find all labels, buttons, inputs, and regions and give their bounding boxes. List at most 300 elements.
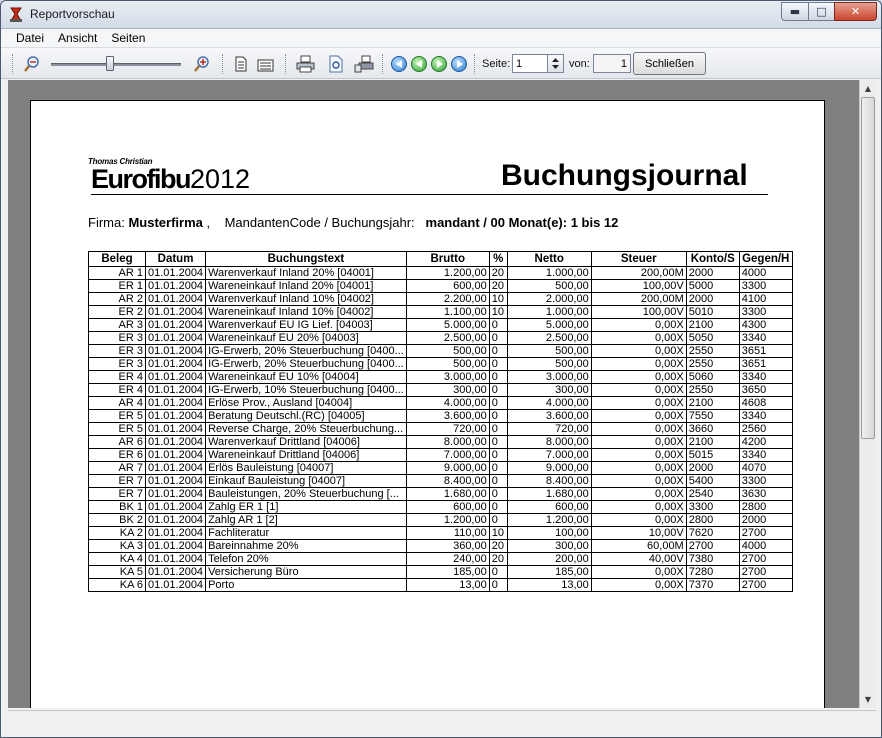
cell-brutto: 3.600,00 [406, 410, 489, 423]
cell-brutto: 500,00 [406, 345, 489, 358]
cell-netto: 4.000,00 [507, 397, 591, 410]
cell-datum: 01.01.2004 [146, 566, 206, 579]
app-icon [8, 6, 24, 23]
cell-steuer: 200,00M [591, 293, 686, 306]
brand-author: Thomas Christian [88, 157, 153, 166]
cell-buchungstext: Telefon 20% [206, 553, 407, 566]
cell-netto: 500,00 [507, 345, 591, 358]
cell-gegen: 3340 [739, 371, 792, 384]
cell-buchungstext: Erlös Bauleistung [04007] [206, 462, 407, 475]
print-button[interactable] [295, 54, 317, 74]
cell-datum: 01.01.2004 [146, 280, 206, 293]
cell-gegen: 4070 [739, 462, 792, 475]
cell-percent: 10 [489, 527, 507, 540]
cell-steuer: 0,00X [591, 332, 686, 345]
first-page-button[interactable] [389, 54, 409, 74]
cell-konto: 5010 [686, 306, 739, 319]
cell-brutto: 1.200,00 [406, 514, 489, 527]
cell-datum: 01.01.2004 [146, 332, 206, 345]
menu-datei[interactable]: Datei [16, 31, 45, 45]
col-header-netto: Netto [507, 252, 591, 267]
zoom-out-icon [23, 55, 41, 73]
cell-gegen: 4000 [739, 540, 792, 553]
table-row [89, 579, 793, 592]
cell-konto: 2550 [686, 384, 739, 397]
cell-beleg: KA 3 [89, 540, 146, 553]
page-number-input[interactable] [512, 54, 548, 73]
cell-netto: 8.400,00 [507, 475, 591, 488]
cell-datum: 01.01.2004 [146, 306, 206, 319]
toolbar-grip[interactable] [12, 54, 15, 74]
col-header-steuer: Steuer [591, 252, 686, 267]
cell-gegen: 4608 [739, 397, 792, 410]
report-title: Buchungsjournal [501, 159, 748, 192]
cell-steuer: 0,00X [591, 436, 686, 449]
cell-steuer: 200,00M [591, 267, 686, 280]
document-search-icon [328, 55, 344, 73]
menu-bar [1, 29, 881, 48]
cell-percent: 20 [489, 553, 507, 566]
cell-beleg: ER 3 [89, 345, 146, 358]
page-count-field [593, 54, 631, 73]
col-header-datum: Datum [146, 252, 206, 267]
cell-steuer: 100,00V [591, 306, 686, 319]
cell-buchungstext: Zahlg ER 1 [1] [206, 501, 407, 514]
cell-datum: 01.01.2004 [146, 462, 206, 475]
table-row [89, 306, 793, 319]
col-header-konto: Konto/S [686, 252, 739, 267]
cell-datum: 01.01.2004 [146, 579, 206, 592]
cell-gegen: 4000 [739, 267, 792, 280]
cell-netto: 500,00 [507, 358, 591, 371]
cell-percent: 0 [489, 319, 507, 332]
cell-netto: 1.200,00 [507, 514, 591, 527]
toolbar-separator [285, 54, 288, 74]
cell-percent: 20 [489, 540, 507, 553]
cell-brutto: 5.000,00 [406, 319, 489, 332]
cell-buchungstext: Porto [206, 579, 407, 592]
cell-datum: 01.01.2004 [146, 293, 206, 306]
page-number-spinner[interactable] [547, 54, 564, 73]
cell-konto: 2540 [686, 488, 739, 501]
schliessen-button[interactable]: Schließen [633, 52, 706, 75]
table-row [89, 514, 793, 527]
cell-steuer: 0,00X [591, 488, 686, 501]
cell-brutto: 600,00 [406, 501, 489, 514]
prev-page-button[interactable] [409, 54, 429, 74]
cell-steuer: 0,00X [591, 358, 686, 371]
cell-beleg: KA 5 [89, 566, 146, 579]
print-setup-button[interactable] [353, 54, 375, 74]
cell-buchungstext: Wareneinkauf Inland 10% [04002] [206, 306, 407, 319]
cell-brutto: 8.400,00 [406, 475, 489, 488]
cell-datum: 01.01.2004 [146, 475, 206, 488]
cell-datum: 01.01.2004 [146, 397, 206, 410]
cell-beleg: KA 2 [89, 527, 146, 540]
last-page-button[interactable] [449, 54, 469, 74]
cell-konto: 5060 [686, 371, 739, 384]
cell-percent: 0 [489, 397, 507, 410]
cell-konto: 5050 [686, 332, 739, 345]
cell-percent: 0 [489, 488, 507, 501]
cell-steuer: 0,00X [591, 449, 686, 462]
cell-percent: 0 [489, 436, 507, 449]
cell-netto: 3.600,00 [507, 410, 591, 423]
cell-datum: 01.01.2004 [146, 488, 206, 501]
toolbar-separator [474, 54, 477, 74]
cell-konto: 7620 [686, 527, 739, 540]
prev-page-icon [411, 56, 427, 72]
zoom-in-icon [193, 55, 211, 73]
table-row [89, 332, 793, 345]
cell-gegen: 2700 [739, 579, 792, 592]
cell-beleg: KA 4 [89, 553, 146, 566]
cell-netto: 720,00 [507, 423, 591, 436]
cell-konto: 2100 [686, 319, 739, 332]
cell-brutto: 1.100,00 [406, 306, 489, 319]
cell-beleg: AR 2 [89, 293, 146, 306]
cell-gegen: 3300 [739, 475, 792, 488]
cell-konto: 3660 [686, 423, 739, 436]
cell-percent: 20 [489, 267, 507, 280]
cell-brutto: 4.000,00 [406, 397, 489, 410]
cell-buchungstext: IG-Erwerb, 20% Steuerbuchung [0400... [206, 358, 407, 371]
preview-viewport[interactable] [8, 80, 859, 708]
title-divider [91, 194, 768, 195]
cell-beleg: AR 7 [89, 462, 146, 475]
cell-percent: 0 [489, 371, 507, 384]
cell-gegen: 2000 [739, 514, 792, 527]
next-page-button[interactable] [429, 54, 449, 74]
cell-beleg: AR 6 [89, 436, 146, 449]
table-row [89, 462, 793, 475]
table-header-row [89, 252, 793, 267]
cell-buchungstext: Wareneinkauf EU 20% [04003] [206, 332, 407, 345]
toolbar-separator [382, 54, 385, 74]
cell-netto: 2.500,00 [507, 332, 591, 345]
table-row [89, 423, 793, 436]
cell-steuer: 0,00X [591, 371, 686, 384]
table-row [89, 267, 793, 280]
cell-datum: 01.01.2004 [146, 436, 206, 449]
cell-percent: 20 [489, 280, 507, 293]
journal-body [89, 267, 793, 592]
report-meta [88, 215, 618, 230]
cell-datum: 01.01.2004 [146, 358, 206, 371]
cell-brutto: 500,00 [406, 358, 489, 371]
cell-gegen: 2700 [739, 553, 792, 566]
cell-buchungstext: Einkauf Bauleistung [04007] [206, 475, 407, 488]
col-header-brutto: Brutto [406, 252, 489, 267]
cell-konto: 2800 [686, 514, 739, 527]
cell-buchungstext: Warenverkauf Inland 10% [04002] [206, 293, 407, 306]
cell-buchungstext: Zahlg AR 1 [2] [206, 514, 407, 527]
cell-percent: 0 [489, 345, 507, 358]
col-header-beleg: Beleg [89, 252, 146, 267]
cell-beleg: ER 5 [89, 410, 146, 423]
cell-konto: 2000 [686, 293, 739, 306]
cell-datum: 01.01.2004 [146, 449, 206, 462]
cell-percent: 10 [489, 293, 507, 306]
page-width-button[interactable] [255, 54, 277, 74]
brand-name: Eurofibu [91, 164, 190, 194]
cell-beleg: AR 4 [89, 397, 146, 410]
seite-label: Seite: [482, 58, 511, 70]
cell-beleg: BK 2 [89, 514, 146, 527]
cell-gegen: 3340 [739, 449, 792, 462]
table-row [89, 488, 793, 501]
cell-gegen: 3300 [739, 280, 792, 293]
cell-brutto: 110,00 [406, 527, 489, 540]
page-width-icon [257, 56, 275, 72]
close-window-button[interactable] [834, 2, 877, 21]
cell-beleg: AR 3 [89, 319, 146, 332]
cell-brutto: 13,00 [406, 579, 489, 592]
cell-beleg: BK 1 [89, 501, 146, 514]
title-bar[interactable] [1, 1, 881, 29]
cell-konto: 2700 [686, 540, 739, 553]
cell-gegen: 2800 [739, 501, 792, 514]
report-page [30, 100, 825, 708]
cell-beleg: ER 5 [89, 423, 146, 436]
cell-brutto: 2.200,00 [406, 293, 489, 306]
cell-buchungstext: Wareneinkauf EU 10% [04004] [206, 371, 407, 384]
cell-percent: 10 [489, 306, 507, 319]
table-row [89, 384, 793, 397]
cell-steuer: 0,00X [591, 410, 686, 423]
cell-beleg: AR 1 [89, 267, 146, 280]
cell-gegen: 3651 [739, 345, 792, 358]
cell-buchungstext: Beratung Deutschl.(RC) [04005] [206, 410, 407, 423]
cell-percent: 0 [489, 410, 507, 423]
cell-steuer: 0,00X [591, 319, 686, 332]
col-header-gegen: Gegen/H [739, 252, 792, 267]
cell-percent: 0 [489, 475, 507, 488]
cell-netto: 300,00 [507, 384, 591, 397]
cell-konto: 7370 [686, 579, 739, 592]
cell-brutto: 240,00 [406, 553, 489, 566]
cell-buchungstext: Bareinnahme 20% [206, 540, 407, 553]
table-row [89, 475, 793, 488]
cell-buchungstext: Wareneinkauf Drittland [04006] [206, 449, 407, 462]
cell-steuer: 100,00V [591, 280, 686, 293]
table-row [89, 345, 793, 358]
table-row [89, 371, 793, 384]
printer-icon [296, 55, 316, 73]
last-page-icon [451, 56, 467, 72]
window-title: Reportvorschau [30, 7, 115, 21]
cell-beleg: ER 7 [89, 475, 146, 488]
table-row [89, 358, 793, 371]
cell-percent: 0 [489, 501, 507, 514]
cell-percent: 0 [489, 514, 507, 527]
cell-konto: 2550 [686, 358, 739, 371]
zoom-in-button[interactable] [191, 54, 213, 74]
cell-datum: 01.01.2004 [146, 527, 206, 540]
table-row [89, 540, 793, 553]
cell-beleg: ER 4 [89, 384, 146, 397]
brand-logo [91, 164, 250, 194]
cell-steuer: 40,00V [591, 553, 686, 566]
cell-buchungstext: Erlöse Prov., Ausland [04004] [206, 397, 407, 410]
cell-netto: 3.000,00 [507, 371, 591, 384]
cell-percent: 0 [489, 566, 507, 579]
single-page-button[interactable] [230, 54, 252, 74]
cell-steuer: 60,00M [591, 540, 686, 553]
cell-gegen: 3340 [739, 410, 792, 423]
cell-steuer: 10,00V [591, 527, 686, 540]
cell-brutto: 360,00 [406, 540, 489, 553]
cell-konto: 2550 [686, 345, 739, 358]
first-page-icon [391, 56, 407, 72]
cell-datum: 01.01.2004 [146, 514, 206, 527]
cell-buchungstext: Warenverkauf Drittland [04006] [206, 436, 407, 449]
cell-netto: 8.000,00 [507, 436, 591, 449]
cell-netto: 600,00 [507, 501, 591, 514]
cell-percent: 0 [489, 449, 507, 462]
cell-konto: 7380 [686, 553, 739, 566]
cell-netto: 100,00 [507, 527, 591, 540]
cell-gegen: 3630 [739, 488, 792, 501]
cell-netto: 200,00 [507, 553, 591, 566]
cell-buchungstext: IG-Erwerb, 20% Steuerbuchung [0400... [206, 345, 407, 358]
cell-brutto: 8.000,00 [406, 436, 489, 449]
cell-datum: 01.01.2004 [146, 423, 206, 436]
cell-gegen: 3300 [739, 306, 792, 319]
von-label: von: [569, 58, 590, 70]
cell-datum: 01.01.2004 [146, 384, 206, 397]
cell-percent: 0 [489, 462, 507, 475]
cell-beleg: ER 7 [89, 488, 146, 501]
cell-beleg: ER 3 [89, 332, 146, 345]
table-row [89, 293, 793, 306]
cell-konto: 2000 [686, 267, 739, 280]
close-icon: ✕ [850, 5, 861, 18]
cell-netto: 2.000,00 [507, 293, 591, 306]
cell-datum: 01.01.2004 [146, 540, 206, 553]
cell-steuer: 0,00X [591, 514, 686, 527]
cell-steuer: 0,00X [591, 345, 686, 358]
cell-steuer: 0,00X [591, 566, 686, 579]
cell-steuer: 0,00X [591, 462, 686, 475]
minimize-icon: ▬ [789, 5, 801, 18]
status-bar [8, 710, 876, 732]
cell-buchungstext: Fachliteratur [206, 527, 407, 540]
journal-table [88, 251, 793, 592]
scroll-down-icon: ▼ [864, 694, 872, 704]
cell-konto: 3300 [686, 501, 739, 514]
scrollbar-thumb[interactable] [861, 97, 875, 439]
firma-separator: , [206, 215, 211, 230]
table-row [89, 553, 793, 566]
firma-label: Firma: [88, 215, 125, 230]
cell-percent: 0 [489, 358, 507, 371]
cell-gegen: 3651 [739, 358, 792, 371]
cell-brutto: 185,00 [406, 566, 489, 579]
cell-brutto: 720,00 [406, 423, 489, 436]
col-header-buchungstext: Buchungstext [206, 252, 407, 267]
cell-steuer: 0,00X [591, 475, 686, 488]
cell-brutto: 3.000,00 [406, 371, 489, 384]
cell-datum: 01.01.2004 [146, 410, 206, 423]
zoom-slider-track [51, 63, 181, 66]
export-button[interactable] [325, 54, 347, 74]
cell-gegen: 3340 [739, 332, 792, 345]
cell-gegen: 4100 [739, 293, 792, 306]
cell-gegen: 2700 [739, 527, 792, 540]
cell-netto: 13,00 [507, 579, 591, 592]
cell-beleg: ER 1 [89, 280, 146, 293]
cell-netto: 185,00 [507, 566, 591, 579]
cell-datum: 01.01.2004 [146, 371, 206, 384]
table-row [89, 410, 793, 423]
cell-netto: 300,00 [507, 540, 591, 553]
cell-datum: 01.01.2004 [146, 319, 206, 332]
menu-ansicht[interactable]: Ansicht [58, 31, 98, 45]
cell-netto: 1.680,00 [507, 488, 591, 501]
cell-beleg: ER 4 [89, 371, 146, 384]
table-row [89, 397, 793, 410]
cell-konto: 5400 [686, 475, 739, 488]
cell-buchungstext: Reverse Charge, 20% Steuerbuchung... [206, 423, 407, 436]
scroll-up-button[interactable] [860, 80, 876, 96]
minimize-button[interactable] [781, 2, 808, 21]
cell-netto: 1.000,00 [507, 306, 591, 319]
cell-steuer: 0,00X [591, 384, 686, 397]
scroll-up-icon: ▲ [864, 83, 872, 93]
cell-steuer: 0,00X [591, 579, 686, 592]
mandant-value: mandant / 00 Monat(e): 1 bis 12 [425, 215, 619, 230]
cell-steuer: 0,00X [591, 501, 686, 514]
cell-konto: 7280 [686, 566, 739, 579]
cell-steuer: 0,00X [591, 397, 686, 410]
cell-gegen: 4300 [739, 319, 792, 332]
vertical-scrollbar[interactable] [859, 80, 876, 708]
cell-konto: 2100 [686, 397, 739, 410]
cell-buchungstext: Warenverkauf EU IG Lief. [04003] [206, 319, 407, 332]
cell-steuer: 0,00X [591, 423, 686, 436]
window-controls [781, 2, 877, 21]
cell-buchungstext: Wareneinkauf Inland 20% [04001] [206, 280, 407, 293]
cell-brutto: 7.000,00 [406, 449, 489, 462]
table-row [89, 436, 793, 449]
cell-beleg: KA 6 [89, 579, 146, 592]
scroll-down-button[interactable] [860, 691, 876, 707]
zoom-out-button[interactable] [21, 54, 43, 74]
maximize-button[interactable] [808, 2, 834, 21]
cell-netto: 7.000,00 [507, 449, 591, 462]
cell-buchungstext: Versicherung Büro [206, 566, 407, 579]
table-row [89, 280, 793, 293]
spin-arrows-icon [548, 55, 563, 72]
table-row [89, 501, 793, 514]
menu-seiten[interactable]: Seiten [111, 31, 146, 45]
table-row [89, 319, 793, 332]
cell-beleg: ER 6 [89, 449, 146, 462]
cell-brutto: 600,00 [406, 280, 489, 293]
printer-setup-icon [354, 55, 374, 73]
toolbar [1, 48, 881, 79]
cell-buchungstext: Bauleistungen, 20% Steuerbuchung [... [206, 488, 407, 501]
cell-percent: 0 [489, 423, 507, 436]
toolbar-separator [222, 54, 225, 74]
cell-brutto: 300,00 [406, 384, 489, 397]
cell-gegen: 4200 [739, 436, 792, 449]
table-row [89, 527, 793, 540]
zoom-slider-thumb[interactable] [106, 56, 114, 71]
cell-datum: 01.01.2004 [146, 553, 206, 566]
brand-year: 2012 [189, 164, 251, 194]
